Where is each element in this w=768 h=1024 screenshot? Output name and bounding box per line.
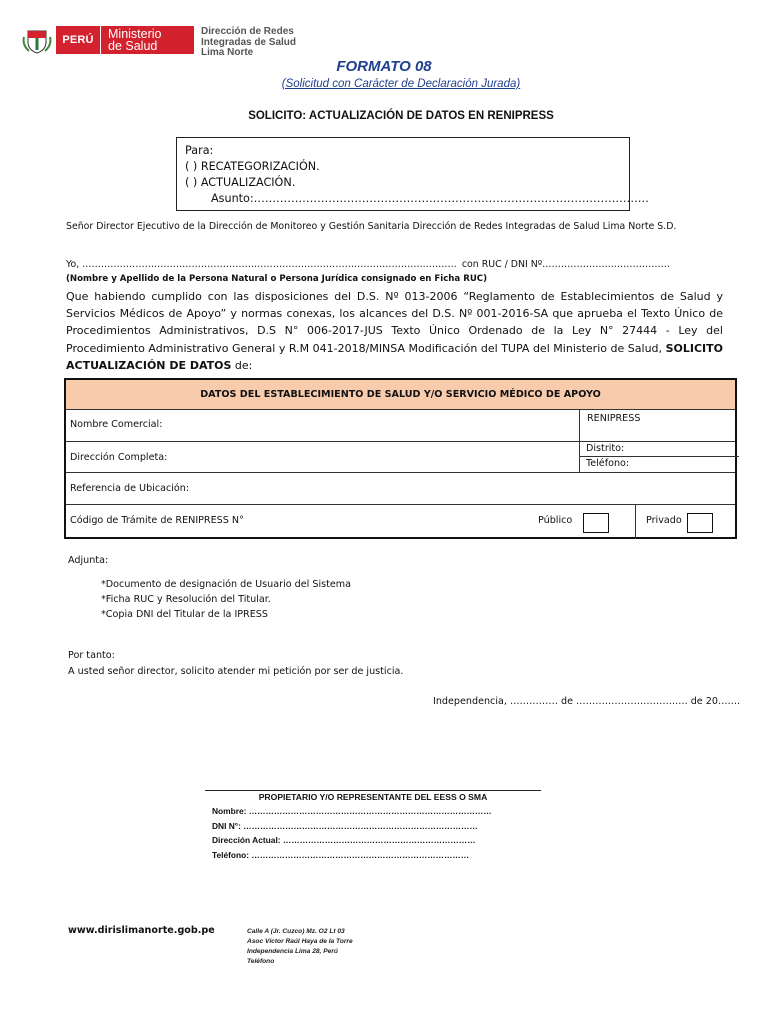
nombre-comercial-label: Nombre Comercial: — [70, 419, 163, 430]
divider — [579, 410, 580, 441]
para-label: Para: — [185, 144, 214, 157]
privado-label: Privado — [646, 515, 682, 526]
actualizacion-option[interactable]: ( ) ACTUALIZACIÓN. — [185, 176, 296, 189]
signer-name-field[interactable]: Nombre: …………………………………………………………………………… — [212, 806, 492, 816]
distrito-label: Distrito: — [586, 443, 625, 454]
legal-text: Que habiendo cumplido con las disposiciones del D.S. Nº 013-2006 “Reglamento de Establecimientos de Salud y Servicios Médicos de Apoyo” y normas conexas, los alcances del D.S. Nº 001-2016-SA que aprueba el Texto Único de Procedimientos Administrativos, D.S N° 006-2017-JUS Texto Único Ordenado de la Ley N° 27444 - Ley del Procedimiento Administrativo General y R.M 041-2018/MINSA Modificación del TUPA del Ministerio de Salud, — [66, 290, 723, 355]
network-line-2: Integradas de Salud — [201, 36, 297, 48]
list-item: *Ficha RUC y Resolución del Titular. — [101, 594, 271, 605]
table-header: DATOS DEL ESTABLECIMIENTO DE SALUD Y/O SERVICIO MÉDICO DE APOYO — [66, 380, 735, 410]
applicant-note: (Nombre y Apellido de la Persona Natural o Persona Jurídica consignado en Ficha RUC) — [66, 274, 488, 284]
signature-title: PROPIETARIO Y/O REPRESENTANTE DEL EESS O SMA — [258, 792, 488, 802]
website-link[interactable]: www.dirislimanorte.gob.pe — [68, 925, 215, 936]
legal-text-end: de: — [234, 358, 253, 372]
address-line: Calle A (Jr. Cuzco) Mz. O2 Lt 03 — [247, 928, 345, 935]
renipress-label: RENIPRESS — [587, 413, 641, 424]
address-line: Teléfono — [247, 958, 275, 965]
establishment-table — [64, 378, 737, 539]
ministry-line-2: de Salud — [108, 39, 158, 53]
divider — [66, 472, 735, 473]
ministry-logo — [100, 26, 194, 54]
telefono-label: Teléfono: — [586, 458, 630, 469]
applicant-name-field[interactable]: Yo, ………………………………………………………………………………………………..………. — [66, 259, 457, 270]
direccion-label: Dirección Completa: — [70, 452, 168, 463]
peru-coat-of-arms-icon — [22, 27, 52, 55]
form-title: FORMATO 08 — [336, 58, 432, 75]
para-box — [176, 137, 649, 211]
ministry-line-1: Ministerio — [108, 27, 162, 41]
signer-address-field[interactable]: Dirección Actual: …………………………………………………………… — [212, 835, 476, 845]
attachments-list — [101, 577, 351, 622]
footer-address — [247, 927, 353, 967]
recategorizacion-option[interactable]: ( ) RECATEGORIZACIÓN. — [185, 160, 320, 173]
network-line-3: Lima Norte — [201, 47, 254, 58]
network-name — [201, 27, 296, 59]
divider — [635, 504, 636, 539]
asunto-field[interactable]: Asunto:……………………………………………………………………………………………. — [211, 192, 649, 205]
adjunta-label: Adjunta: — [68, 555, 109, 566]
request-title: SOLICITO: ACTUALIZACIÓN DE DATOS EN RENIPRESS — [248, 110, 554, 122]
petition-text: A usted señor director, solicito atender mi petición por ser de justicia. — [68, 666, 404, 677]
ruc-dni-field[interactable]: con RUC / DNI Nº…………………..……………… — [461, 259, 670, 270]
form-subtitle: (Solicitud con Carácter de Declaración Jurada) — [281, 78, 521, 90]
codigo-tramite-label: Código de Trámite de RENIPRESS N° — [70, 515, 244, 526]
divider — [66, 441, 735, 442]
applicant-line — [66, 259, 670, 270]
legal-request-bold: SOLICITO ACTUALIZACIÓN DE DATOS — [66, 341, 723, 372]
por-tanto: Por tanto: — [68, 650, 115, 661]
referencia-label: Referencia de Ubicación: — [70, 483, 190, 494]
network-line-1: Dirección de Redes — [201, 26, 294, 37]
date-line[interactable]: Independencia, …………… de ………………………….…. de 20……. — [433, 696, 741, 707]
address-line: Asoc Víctor Raúl Haya de la Torre — [247, 938, 353, 945]
signer-phone-field[interactable]: Teléfono: …………………………………………………………………… — [212, 850, 470, 860]
peru-label: PERÚ — [56, 26, 100, 54]
list-item: *Copia DNI del Titular de la IPRESS — [101, 609, 268, 620]
divider — [579, 456, 739, 457]
legal-paragraph — [66, 288, 723, 374]
publico-label: Público — [538, 515, 573, 526]
address-line: Independencia Lima 28, Perú — [247, 948, 338, 955]
publico-checkbox[interactable] — [583, 513, 609, 533]
signature-line — [205, 790, 541, 791]
privado-checkbox[interactable] — [687, 513, 713, 533]
list-item: *Documento de designación de Usuario del Sistema — [101, 579, 352, 590]
signer-dni-field[interactable]: DNI N°: ………………………………………………………………………… — [212, 821, 478, 831]
addressee-text: Señor Director Ejecutivo de la Dirección de Monitoreo y Gestión Sanitaria Dirección de Redes Integradas de Salud Lima Norte S.D. — [66, 221, 677, 232]
